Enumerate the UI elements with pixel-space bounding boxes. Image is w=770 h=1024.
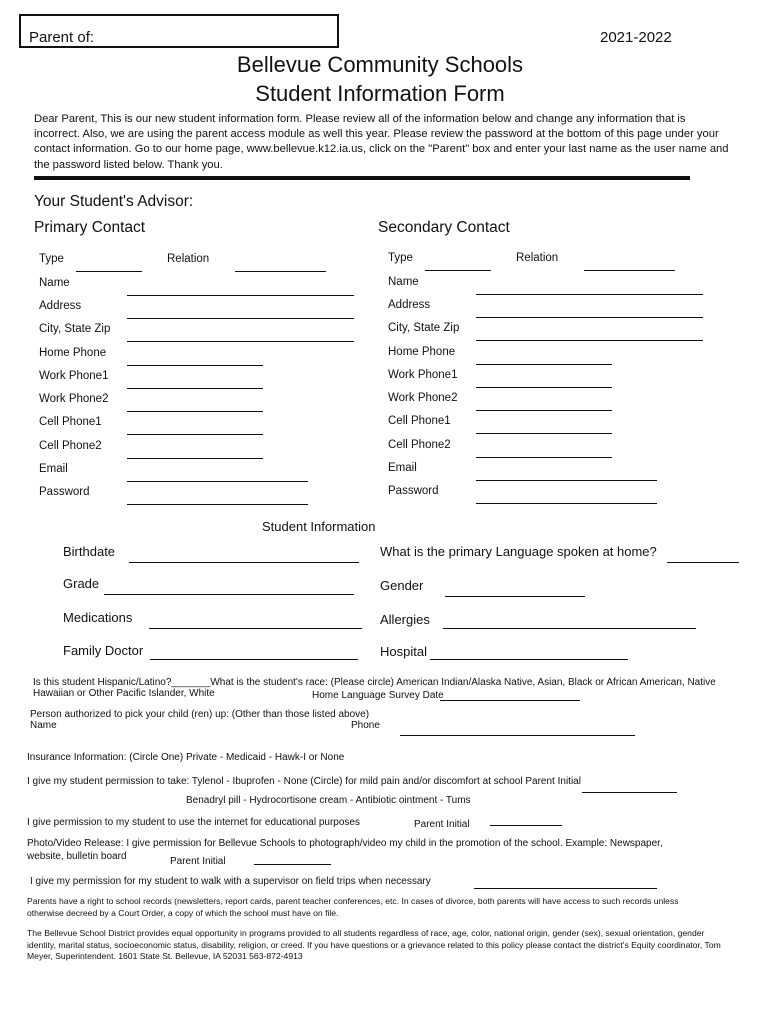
family-doctor-field[interactable] (150, 659, 358, 660)
survey-date-field[interactable] (440, 700, 580, 701)
medications-field[interactable] (149, 628, 362, 629)
page-subtitle: Student Information Form (255, 81, 505, 106)
hispanic-race-question-cont: Hawaiian or Other Pacific Islander, White (33, 688, 215, 699)
parent-of-field[interactable] (19, 14, 339, 48)
primary-email-field[interactable] (127, 481, 308, 482)
primary-address-field[interactable] (127, 318, 354, 319)
secondary-work-phone1-field[interactable] (476, 387, 612, 388)
secondary-work-phone2-label: Work Phone2 (388, 392, 458, 404)
grade-field[interactable] (104, 594, 354, 595)
section-divider (34, 176, 690, 180)
secondary-name-field[interactable] (476, 294, 703, 295)
school-year: 2021-2022 (600, 29, 672, 46)
primary-home-phone-field[interactable] (127, 365, 263, 366)
pickup-phone-label: Phone (351, 720, 380, 731)
primary-relation-field[interactable] (235, 271, 326, 272)
secondary-city-label: City, State Zip (388, 322, 460, 334)
primary-password-field[interactable] (127, 504, 308, 505)
secondary-relation-label: Relation (516, 252, 559, 264)
secondary-work-phone2-field[interactable] (476, 410, 612, 411)
secondary-cell-phone2-field[interactable] (476, 457, 612, 458)
page-title: Bellevue Community Schools (236, 52, 524, 77)
primary-work-phone2-field[interactable] (127, 411, 263, 412)
secondary-name-label: Name (388, 276, 419, 288)
advisor-label: Your Student's Advisor: (34, 193, 194, 210)
primary-password-label: Password (39, 486, 90, 498)
secondary-cell-phone2-label: Cell Phone2 (388, 439, 451, 451)
secondary-work-phone1-label: Work Phone1 (388, 369, 458, 381)
photo-initial-field[interactable] (254, 864, 331, 865)
primary-home-phone-label: Home Phone (39, 347, 107, 359)
secondary-address-label: Address (388, 299, 431, 311)
secondary-email-label: Email (388, 462, 417, 474)
primary-work-phone1-field[interactable] (127, 388, 263, 389)
secondary-password-field[interactable] (476, 503, 657, 504)
birthdate-label: Birthdate (63, 544, 116, 559)
secondary-type-label: Type (388, 252, 413, 264)
internet-permission: I give permission to my student to use the internet for educational purposes (27, 817, 360, 828)
primary-type-field[interactable] (76, 271, 142, 272)
medicine-options: Benadryl pill - Hydrocortisone cream - Antibiotic ointment - Tums (186, 795, 471, 806)
nondiscrimination-notice: The Bellevue School District provides equal opportunity in programs provided to all students regardless of race, age, color, national origin, gender (sex), sexual orientation, gender identity, marital status, socioeconomic status, disability, religion, or creed. If you have questions or a grievance related to this policy please contact the district's Equity coordinator, Tom Meyer, Superintendent. 1601 State St. Bellevue, IA 52031 563-872-4913 (27, 928, 721, 961)
primary-city-field[interactable] (127, 341, 354, 342)
allergies-label: Allergies (380, 612, 430, 627)
secondary-contact-heading: Secondary Contact (378, 219, 510, 236)
secondary-home-phone-label: Home Phone (388, 346, 456, 358)
photo-release-cont: website, bulletin board (27, 851, 127, 862)
primary-name-label: Name (39, 277, 70, 289)
pickup-question: Person authorized to pick your child (ren) up: (Other than those listed above) (30, 709, 370, 720)
grade-label: Grade (63, 576, 100, 591)
photo-initial-label: Parent Initial (170, 856, 226, 867)
internet-initial-label: Parent Initial (414, 819, 470, 830)
gender-field[interactable] (445, 596, 585, 597)
hospital-label: Hospital (380, 644, 427, 659)
primary-contact-heading: Primary Contact (34, 219, 146, 236)
hispanic-race-question: Is this student Hispanic/Latino?_______What is the student's race: (Please circle) American Indian/Alaska Native, Asian, Black or African American, Native (33, 677, 716, 688)
primary-cell-phone1-label: Cell Phone1 (39, 416, 102, 428)
primary-cell-phone2-field[interactable] (127, 458, 263, 459)
insurance-info: Insurance Information: (Circle One) Private - Medicaid - Hawk-I or None (27, 752, 345, 763)
student-info-heading: Student Information (262, 519, 376, 534)
field-trip-permission: I give my permission for my student to walk with a supervisor on field trips when necessary (30, 876, 431, 887)
gender-label: Gender (380, 578, 424, 593)
parent-of-label: Parent of: (29, 29, 95, 46)
primary-name-field[interactable] (127, 295, 354, 296)
birthdate-field[interactable] (129, 562, 359, 563)
primary-cell-phone2-label: Cell Phone2 (39, 440, 102, 452)
intro-paragraph: Dear Parent, This is our new student information form. Please review all of the information below and change any information that is incorrect. Also, we are using the parent access module as well this year. Please review the password at the bottom of this page under your contact information. Go to our home page, www.bellevue.k12.ia.us, click on the "Parent" box and enter your last name as the user name and the password listed below. Thank you. (34, 113, 729, 171)
family-doctor-label: Family Doctor (63, 643, 144, 658)
secondary-address-field[interactable] (476, 317, 703, 318)
photo-release: Photo/Video Release: I give permission for Bellevue Schools to photograph/video my child in the promotion of the school. Example: Newspaper, (27, 838, 663, 849)
medicine-initial-field[interactable] (582, 792, 677, 793)
records-notice: Parents have a right to school records (newsletters, report cards, parent teacher conferences, etc. In cases of divorce, both parents will have access to such records unless otherwise decreed by a Court Order, a copy of which the school must have on file. (27, 896, 679, 918)
secondary-relation-field[interactable] (584, 270, 675, 271)
hospital-field[interactable] (430, 659, 628, 660)
secondary-email-field[interactable] (476, 480, 657, 481)
primary-work-phone2-label: Work Phone2 (39, 393, 109, 405)
pickup-name-label: Name (30, 720, 57, 731)
primary-address-label: Address (39, 300, 82, 312)
secondary-city-field[interactable] (476, 340, 703, 341)
primary-relation-label: Relation (167, 253, 210, 265)
secondary-home-phone-field[interactable] (476, 364, 612, 365)
secondary-cell-phone1-label: Cell Phone1 (388, 415, 451, 427)
primary-city-label: City, State Zip (39, 323, 111, 335)
secondary-password-label: Password (388, 485, 439, 497)
primary-work-phone1-label: Work Phone1 (39, 370, 109, 382)
language-field[interactable] (667, 562, 739, 563)
primary-type-label: Type (39, 253, 64, 265)
primary-email-label: Email (39, 463, 68, 475)
medications-label: Medications (63, 610, 133, 625)
survey-date-label: Home Language Survey Date (312, 690, 444, 701)
primary-cell-phone1-field[interactable] (127, 434, 263, 435)
secondary-type-field[interactable] (425, 270, 491, 271)
language-label: What is the primary Language spoken at home? (380, 544, 657, 559)
secondary-cell-phone1-field[interactable] (476, 433, 612, 434)
field-trip-field[interactable] (474, 888, 657, 889)
pickup-phone-field[interactable] (400, 735, 635, 736)
medicine-permission: I give my student permission to take: Tylenol - Ibuprofen - None (Circle) for mild pain and/or discomfort at school Parent Initial (27, 776, 581, 787)
allergies-field[interactable] (443, 628, 696, 629)
internet-initial-field[interactable] (490, 825, 562, 826)
